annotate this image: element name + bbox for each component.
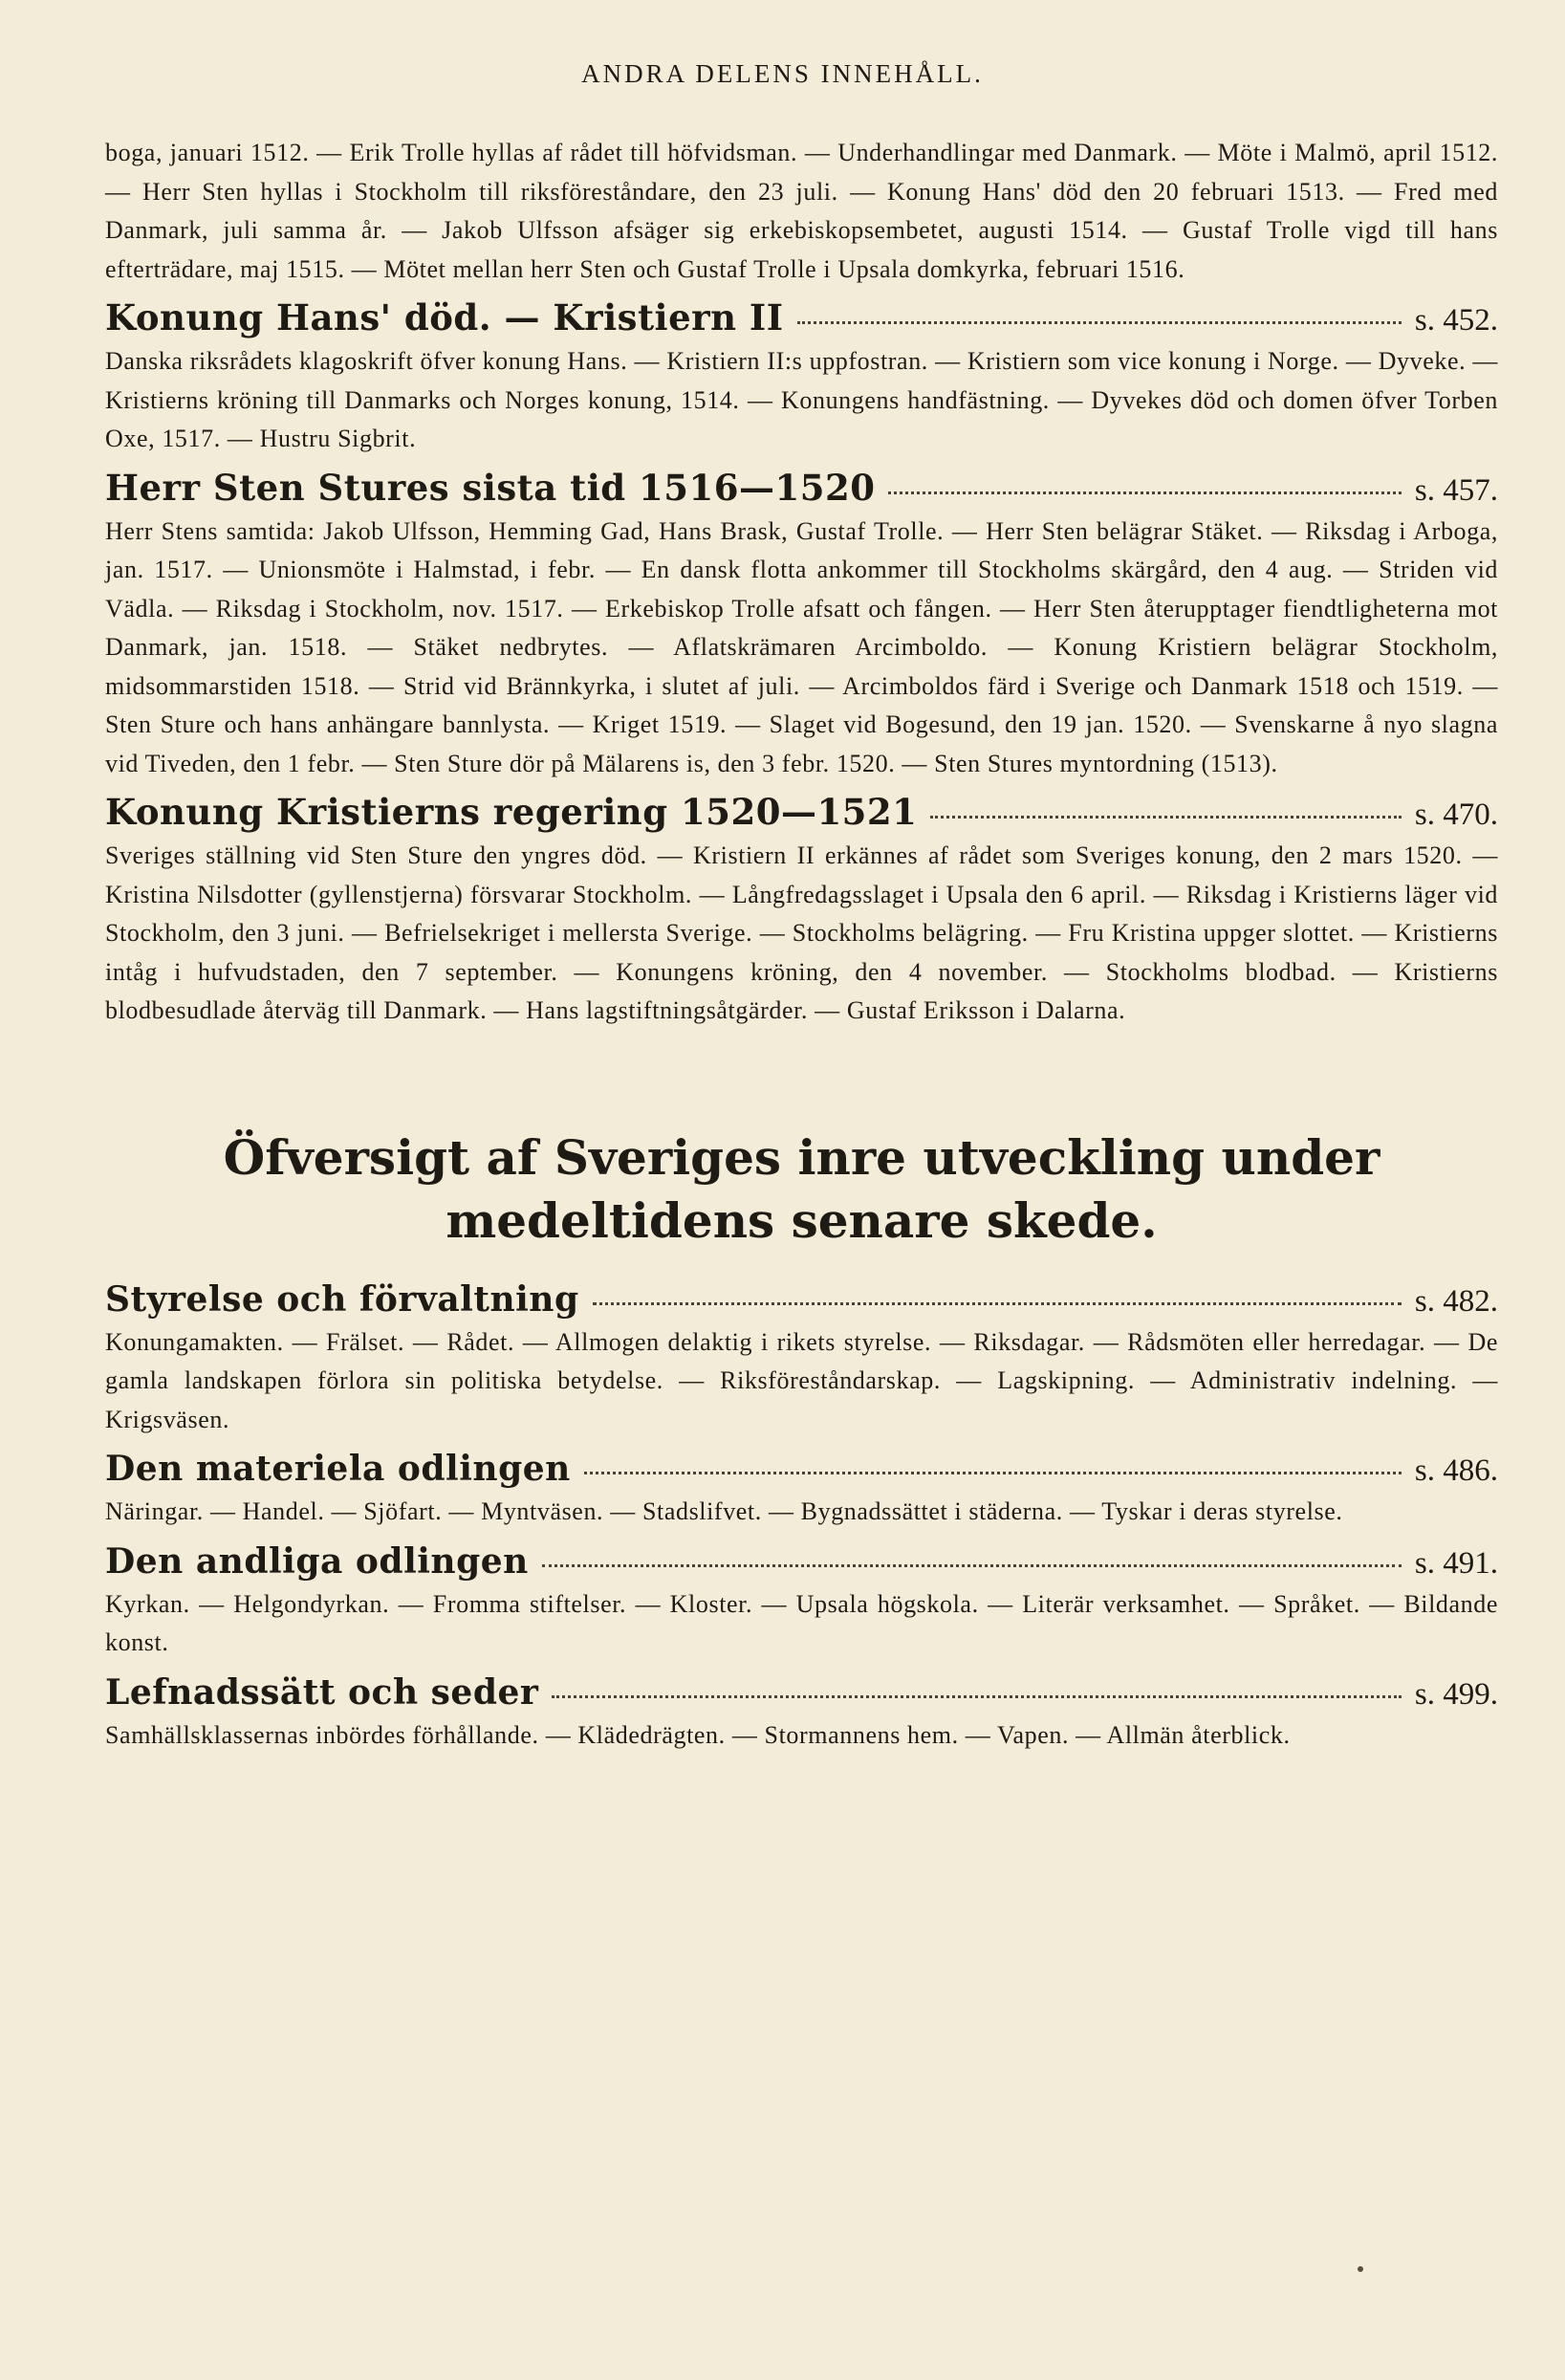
toc-entry-konung-hans bbox=[105, 296, 1498, 459]
entry-heading bbox=[105, 1449, 1498, 1489]
entry-heading bbox=[105, 1279, 1498, 1320]
entry-heading bbox=[105, 296, 1498, 338]
page-reference: s. 452. bbox=[1414, 303, 1498, 338]
entry-heading bbox=[105, 791, 1498, 833]
dot-leader bbox=[542, 1564, 1402, 1567]
page-reference: s. 486. bbox=[1414, 1453, 1498, 1488]
entry-title: Den andliga odlingen bbox=[105, 1540, 529, 1582]
entry-description: Samhällsklassernas inbördes förhållande. — Klädedrägten. — Stormannens hem. — Vapen. — Allmän återblick. bbox=[105, 1720, 1291, 1749]
toc-entry-lefnadssatt bbox=[105, 1672, 1498, 1756]
page-reference: s. 499. bbox=[1414, 1676, 1498, 1712]
entry-title: Lefnadssätt och seder bbox=[105, 1671, 539, 1713]
dot-leader bbox=[552, 1695, 1402, 1698]
intro-paragraph: boga, januari 1512. — Erik Trolle hyllas af rådet till höfvidsman. — Underhandlingar med Danmark. — Möte i Malmö, april 1512. — Herr Sten hyllas i Stockholm till riksföreståndare, den 23 juli. — Konung Hans' död den 20 februari 1513. — Fred med Danmark, juli samma år. — Jakob Ulfsson afsäger sig erkebiskopsembetet, augusti 1514. — Gustaf Trolle vigd till hans efterträdare, maj 1515. — Mötet mellan herr Sten och Gustaf Trolle i Upsala domkyrka, februari 1516. bbox=[105, 139, 1498, 283]
toc-entry-sten-sture bbox=[105, 467, 1498, 784]
entry-title: Herr Sten Stures sista tid 1516—1520 bbox=[105, 466, 876, 509]
dot-leader bbox=[888, 491, 1401, 494]
entry-description: Danska riksrådets klagoskrift öfver konung Hans. — Kristiern II:s uppfostran. — Kristiern som vice konung i Norge. — Dyveke. — Kristierns kröning till Danmarks och Norges konung, 1514. — Konungens handfästning. — Dyvekes död och domen öfver Torben Oxe, 1517. — Hustru Sigbrit. bbox=[105, 347, 1498, 452]
section-main-heading: Öfversigt af Sveriges inre utveckling under medeltidens senare skede. bbox=[223, 1128, 1380, 1249]
entry-description: Herr Stens samtida: Jakob Ulfsson, Hemming Gad, Hans Brask, Gustaf Trolle. — Herr Sten belägrar Stäket. — Riksdag i Arboga, jan. 1517. — Unionsmöte i Halmstad, i febr. — En dansk flotta ankommer till Stockholms skärgård, den 4 aug. — Striden vid Vädla. — Riksdag i Stockholm, nov. 1517. — Erkebiskop Trolle afsatt och fången. — Herr Sten återupptager fiendtligheterna mot Danmark, jan. 1518. — Stäket nedbrytes. — Aflatskrämaren Arcimboldo. — Konung Kristiern belägrar Stockholm, midsommarstiden 1518. — Strid vid Brännkyrka, i slutet af juli. — Arcimboldos färd i Sverige och Danmark 1518 och 1519. — Sten Sture och hans anhängare bannlysta. — Kriget 1519. — Slaget vid Bogesund, den 19 jan. 1520. — Svenskarne å nyo slagna vid Tiveden, den 1 febr. — Sten Sture dör på Mälarens is, den 3 febr. 1520. — Sten Stures myntordning (1513). bbox=[105, 516, 1498, 777]
entry-heading bbox=[105, 467, 1498, 509]
entry-description: Konungamakten. — Frälset. — Rådet. — Allmogen delaktig i rikets styrelse. — Riksdagar. — Rådsmöten eller herredagar. — De gamla landskapen förlora sin politiska betydelse. — Riksföreståndarskap. — Lagskipning. — Administrativ indelning. — Krigsväsen. bbox=[105, 1327, 1498, 1433]
entry-description: Näringar. — Handel. — Sjöfart. — Myntväsen. — Stadslifvet. — Bygnadssättet i städerna. — Tyskar i deras styrelse. bbox=[105, 1497, 1343, 1525]
dot-leader bbox=[584, 1472, 1402, 1474]
toc-entry-materiela-odlingen bbox=[105, 1449, 1498, 1532]
entry-title: Den materiela odlingen bbox=[105, 1449, 571, 1489]
paper-blemish bbox=[1358, 2266, 1363, 2272]
dot-leader bbox=[593, 1302, 1402, 1305]
page-reference: s. 482. bbox=[1414, 1283, 1498, 1319]
entry-description: Kyrkan. — Helgondyrkan. — Fromma stiftelser. — Kloster. — Upsala högskola. — Literär verksamhet. — Språket. — Bildande konst. bbox=[105, 1589, 1498, 1656]
toc-entry-andliga-odlingen bbox=[105, 1541, 1498, 1663]
dot-leader bbox=[930, 816, 1401, 819]
page-reference: s. 491. bbox=[1414, 1545, 1498, 1581]
dot-leader bbox=[797, 321, 1402, 324]
entry-title: Styrelse och förvaltning bbox=[105, 1278, 579, 1320]
running-head: ANDRA DELENS INNEHÅLL. bbox=[581, 59, 984, 88]
page-reference: s. 457. bbox=[1414, 472, 1498, 508]
entry-title: Konung Kristierns regering 1520—1521 bbox=[105, 791, 918, 833]
entry-heading bbox=[105, 1541, 1498, 1582]
page-reference: s. 470. bbox=[1414, 797, 1498, 832]
entry-title: Konung Hans' död. — Kristiern II bbox=[105, 296, 784, 338]
contents-body bbox=[105, 134, 1498, 1760]
entry-heading bbox=[105, 1672, 1498, 1713]
entry-description: Sveriges ställning vid Sten Sture den yngres död. — Kristiern II erkännes af rådet som Sveriges konung, den 2 mars 1520. — Kristina Nilsdotter (gyllenstjerna) försvarar Stockholm. — Långfredagsslaget i Upsala den 6 april. — Riksdag i Kristierns läger vid Stockholm, den 3 juni. — Befrielsekriget i mellersta Sverige. — Stockholms belägring. — Fru Kristina uppger slottet. — Kristierns intåg i hufvudstaden, den 7 september. — Konungens kröning, den 4 november. — Stockholms blodbad. — Kristierns blodbesudlade återväg till Danmark. — Hans lagstiftningsåtgärder. — Gustaf Eriksson i Dalarna. bbox=[105, 841, 1498, 1024]
toc-entry-styrelse bbox=[105, 1279, 1498, 1440]
toc-entry-kristiern-regering bbox=[105, 791, 1498, 1031]
